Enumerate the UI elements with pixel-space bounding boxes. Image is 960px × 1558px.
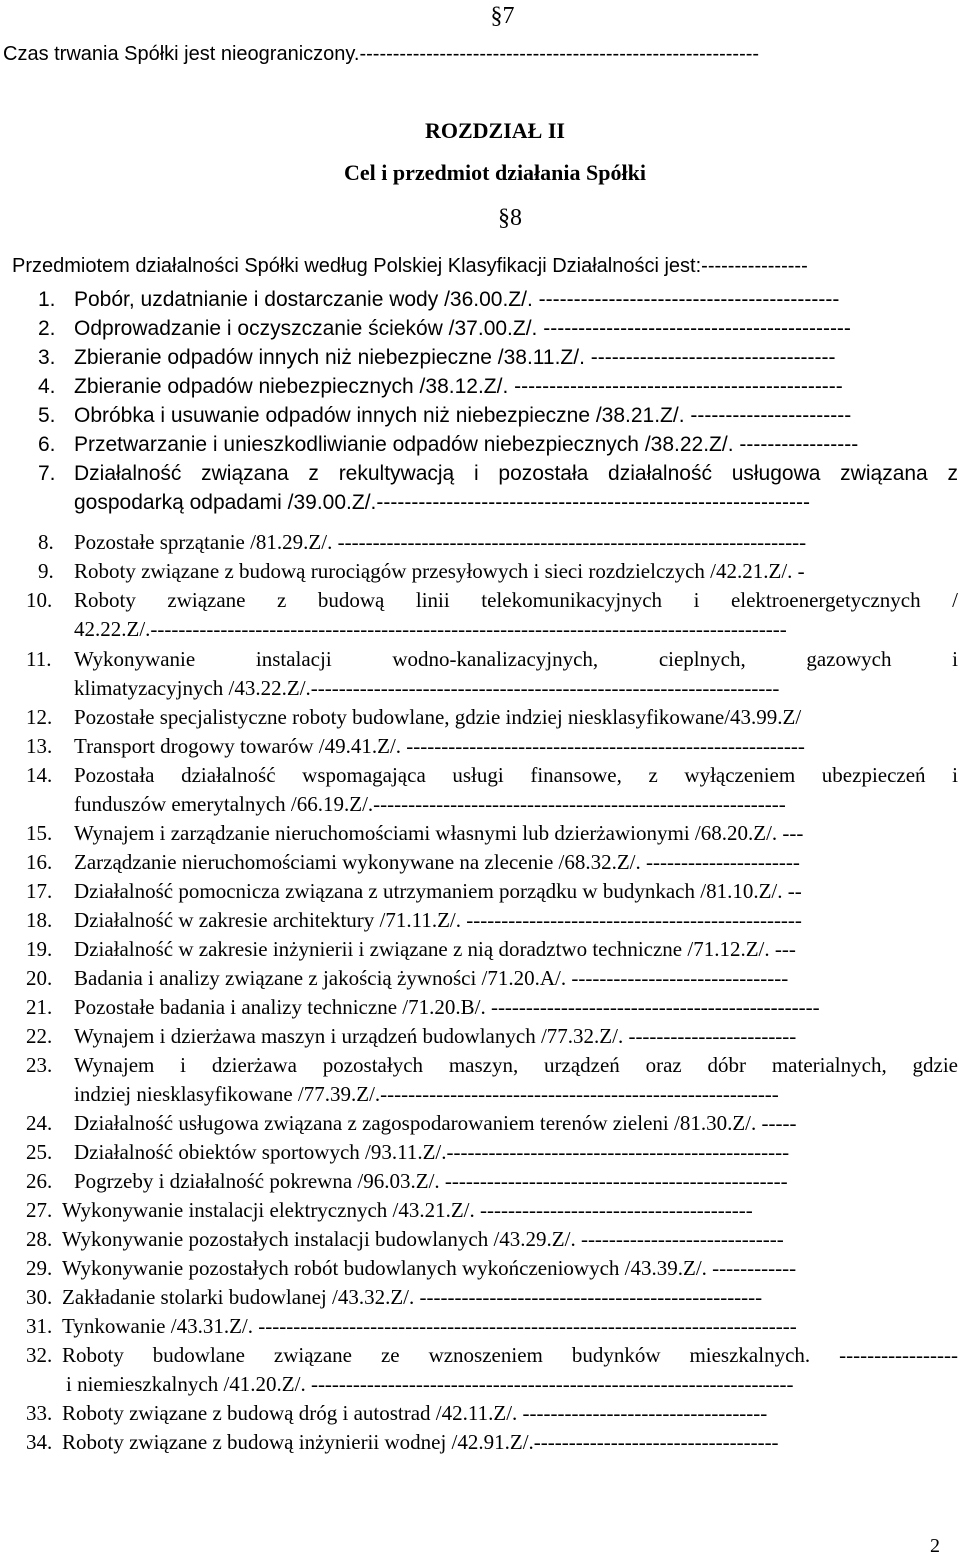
list-item-number: 5. [38, 404, 56, 427]
list-item-text: Transport drogowy towarów /49.41.Z/. --------------------------------------------------------- [74, 734, 805, 758]
list-item-number: 20. [26, 966, 53, 990]
list-item-continuation: i niemieszkalnych /41.20.Z/. --------------------------------------------------------------------- [66, 1372, 794, 1396]
list-item-continuation: funduszów emerytalnych /66.19.Z/.----------------------------------------------------------- [74, 792, 786, 816]
section-7-heading: §7 [490, 3, 515, 29]
list-item-continuation: gospodarką odpadami /39.00.Z/.-------------------------------------------------------------- [74, 491, 810, 514]
list-item-number: 12. [26, 705, 53, 729]
list-item-number: 2. [38, 317, 56, 340]
list-item-text: Tynkowanie /43.31.Z/. ----------------------------------------------------------------------------- [62, 1314, 797, 1338]
list-item-text: Odprowadzanie i oczyszczanie ścieków /37.00.Z/. -------------------------------------------- [74, 317, 851, 340]
list-item-text: Działalność obiektów sportowych /93.11.Z/.------------------------------------------------- [74, 1140, 790, 1164]
list-item-continuation: indziej niesklasyfikowane /77.39.Z/.--------------------------------------------------------- [74, 1082, 779, 1106]
list-item-number: 28. [26, 1227, 53, 1251]
list-item-text: Działalność związana z rekultywacją i pozostała działalność usługowa związana z [74, 462, 958, 485]
list-item-text: Zbieranie odpadów niebezpiecznych /38.12.Z/. ----------------------------------------------- [74, 375, 843, 398]
list-item-text: Wynajem i dzierżawa pozostałych maszyn, urządzeń oraz dóbr materialnych, gdzie [74, 1053, 958, 1077]
list-item-number: 34. [26, 1430, 53, 1454]
list-item-number: 6. [38, 433, 56, 456]
list-item-number: 9. [38, 559, 54, 583]
list-item-text: Obróbka i usuwanie odpadów innych niż niebezpieczne /38.21.Z/. ----------------------- [74, 404, 852, 427]
list-item-number: 3. [38, 346, 56, 369]
list-item-text: Działalność usługowa związana z zagospodarowaniem terenów zieleni /81.30.Z/. ----- [74, 1111, 797, 1135]
list-item-number: 19. [26, 937, 53, 961]
list-item-text: Roboty związane z budową linii telekomunikacyjnych i elektroenergetycznych / [74, 588, 958, 612]
list-item-text: Wykonywanie instalacji wodno-kanalizacyjnych, cieplnych, gazowych i [74, 647, 958, 671]
list-item-number: 29. [26, 1256, 53, 1280]
list-item-text: Zbieranie odpadów innych niż niebezpieczne /38.11.Z/. ----------------------------------- [74, 346, 836, 369]
list-item-number: 16. [26, 850, 53, 874]
list-item-text: Działalność pomocnicza związana z utrzymaniem porządku w budynkach /81.10.Z/. -- [74, 879, 802, 903]
list-item-number: 22. [26, 1024, 53, 1048]
list-item-number: 32. [26, 1343, 53, 1367]
list-item-number: 30. [26, 1285, 53, 1309]
list-item-text: Zarządzanie nieruchomościami wykonywane na zlecenie /68.32.Z/. ---------------------- [74, 850, 800, 874]
list-item-text: Pozostałe specjalistyczne roboty budowlane, gdzie indziej niesklasyfikowane/43.99.Z/ [74, 705, 802, 729]
list-item-number: 26. [26, 1169, 53, 1193]
list-item-number: 21. [26, 995, 53, 1019]
list-item-number: 25. [26, 1140, 53, 1164]
list-item-text: Wykonywanie instalacji elektrycznych /43.21.Z/. --------------------------------------- [62, 1198, 753, 1222]
list-item-text: Wynajem i zarządzanie nieruchomościami własnymi lub dzierżawionymi /68.20.Z/. --- [74, 821, 804, 845]
page-number: 2 [930, 1535, 940, 1557]
list-item-continuation: 42.22.Z/.------------------------------------------------------------------------------------------- [74, 617, 787, 641]
list-item-text: Pozostała działalność wspomagająca usługi finansowe, z wyłączeniem ubezpieczeń i [74, 763, 958, 787]
list-item-number: 7. [38, 462, 56, 485]
list-item-number: 14. [26, 763, 53, 787]
intro-paragraph: Przedmiotem działalności Spółki według Polskiej Klasyfikacji Działalności jest:---------------- [12, 255, 808, 277]
list-item-number: 33. [26, 1401, 53, 1425]
list-item-text: Roboty związane z budową inżynierii wodnej /42.91.Z/.----------------------------------- [62, 1430, 779, 1454]
list-item-number: 23. [26, 1053, 53, 1077]
list-item-number: 10. [26, 588, 53, 612]
list-item-text: Wynajem i dzierżawa maszyn i urządzeń budowlanych /77.32.Z/. ------------------------ [74, 1024, 797, 1048]
list-item-text: Wykonywanie pozostałych instalacji budowlanych /43.29.Z/. ----------------------------- [62, 1227, 784, 1251]
list-item-text: Roboty związane z budową rurociągów przesyłowych i sieci rozdzielczych /42.21.Z/. - [74, 559, 805, 583]
section-8-heading: §8 [498, 205, 522, 231]
list-item-number: 4. [38, 375, 56, 398]
list-item-number: 15. [26, 821, 53, 845]
duration-paragraph: Czas trwania Spółki jest nieograniczony.------------------------------------------------------------ [3, 43, 760, 65]
list-item-text: Pozostałe badania i analizy techniczne /71.20.B/. ----------------------------------------------- [74, 995, 820, 1019]
list-item-text: Przetwarzanie i unieszkodliwianie odpadów niebezpiecznych /38.22.Z/. ----------------- [74, 433, 859, 456]
list-item-number: 13. [26, 734, 53, 758]
list-item-continuation: klimatyzacyjnych /43.22.Z/.------------------------------------------------------------------- [74, 676, 780, 700]
list-item-number: 11. [26, 647, 52, 671]
list-item-text: Badania i analizy związane z jakością żywności /71.20.A/. ------------------------------- [74, 966, 789, 990]
list-item-number: 8. [38, 530, 54, 554]
list-item-number: 24. [26, 1111, 53, 1135]
list-item-text: Roboty związane z budową dróg i autostrad /42.11.Z/. ----------------------------------- [62, 1401, 768, 1425]
list-item-text: Wykonywanie pozostałych robót budowlanych wykończeniowych /43.39.Z/. ------------ [62, 1256, 797, 1280]
chapter-title: Cel i przedmiot działania Spółki [344, 160, 646, 185]
list-item-text: Roboty budowlane związane ze wznoszeniem budynków mieszkalnych. ----------------- [62, 1343, 958, 1367]
chapter-heading: ROZDZIAŁ II [425, 118, 565, 143]
list-item-number: 31. [26, 1314, 53, 1338]
list-item-number: 1. [38, 288, 56, 311]
list-item-text: Zakładanie stolarki budowlanej /43.32.Z/. ------------------------------------------------- [62, 1285, 763, 1309]
list-item-number: 18. [26, 908, 53, 932]
list-item-number: 27. [26, 1198, 53, 1222]
list-item-number: 17. [26, 879, 53, 903]
list-item-text: Pobór, uzdatnianie i dostarczanie wody /36.00.Z/. ------------------------------------------- [74, 288, 840, 311]
list-item-text: Pogrzeby i działalność pokrewna /96.03.Z/. ------------------------------------------------- [74, 1169, 788, 1193]
list-item-text: Pozostałe sprzątanie /81.29.Z/. ------------------------------------------------------------------- [74, 530, 807, 554]
list-item-text: Działalność w zakresie architektury /71.11.Z/. ------------------------------------------------ [74, 908, 802, 932]
list-item-text: Działalność w zakresie inżynierii i związane z nią doradztwo techniczne /71.12.Z/. --- [74, 937, 796, 961]
